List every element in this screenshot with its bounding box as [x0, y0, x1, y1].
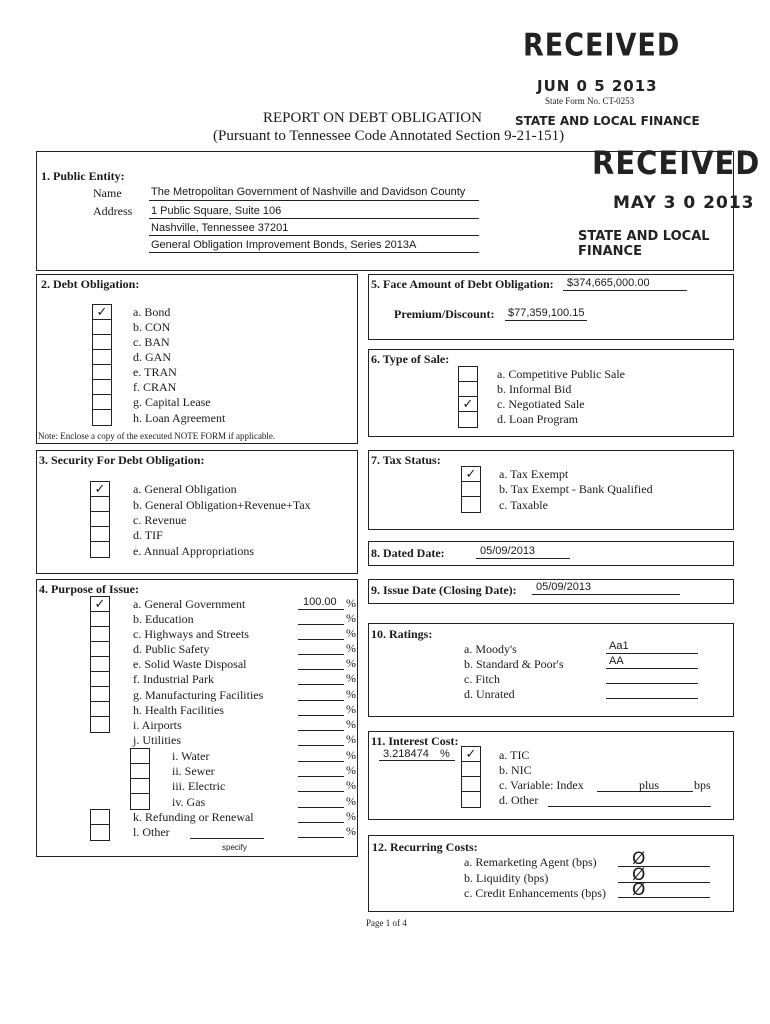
checkbox-sewer[interactable] [131, 764, 149, 779]
recurring-item-a: a. Remarketing Agent (bps) [464, 855, 597, 869]
rating-value-sp: AA [609, 655, 624, 667]
state-local-stamp-right: STATE AND LOCAL FINANCE [578, 229, 710, 259]
section-7-heading: 7. Tax Status: [371, 453, 441, 467]
checkbox-loan-agreement[interactable] [93, 410, 111, 425]
debt-item-tran: e. TRAN [133, 365, 177, 379]
checkbox-industrial-park[interactable] [91, 672, 109, 687]
checkbox-public-safety[interactable] [91, 642, 109, 657]
general-government-percent: 100.00 [303, 596, 337, 608]
percent-input-line[interactable] [298, 745, 344, 746]
address-label: Address [93, 204, 133, 218]
purpose-item-b: b. Education [133, 612, 194, 626]
purpose-item-d: d. Public Safety [133, 642, 210, 656]
premium-underline [505, 320, 587, 321]
percent-sign: % [346, 641, 356, 655]
checkbox-nic[interactable] [462, 762, 480, 777]
bps-label: bps [694, 778, 711, 792]
percent-sign: % [346, 748, 356, 762]
percent-input-line[interactable] [298, 684, 344, 685]
checkbox-variable[interactable] [462, 777, 480, 792]
section-5-heading: 5. Face Amount of Debt Obligation: [371, 277, 554, 291]
checkbox-general-government[interactable]: ✓ [91, 597, 109, 612]
checkbox-annual-appropriations[interactable] [91, 542, 109, 557]
utility-electric: iii. Electric [172, 779, 226, 793]
debt-item-loan-agreement: h. Loan Agreement [133, 411, 226, 425]
face-amount-underline [563, 290, 687, 291]
interest-item-tic: a. TIC [499, 748, 530, 762]
security-item-c: c. Revenue [133, 513, 187, 527]
utility-gas: iv. Gas [172, 795, 206, 809]
other-interest-line [548, 806, 711, 807]
purpose-item-h: h. Health Facilities [133, 703, 224, 717]
recurring-underline-c [618, 897, 710, 898]
percent-sign: % [346, 778, 356, 792]
form-number: State Form No. CT-0253 [545, 96, 635, 106]
checkbox-gas[interactable] [131, 794, 149, 809]
purpose-item-e: e. Solid Waste Disposal [133, 657, 247, 671]
percent-sign: % [346, 671, 356, 685]
interest-item-variable: c. Variable: Index [499, 778, 584, 792]
percent-input-line[interactable] [298, 837, 344, 838]
report-subtitle: (Pursuant to Tennessee Code Annotated Section 9-21-151) [213, 128, 565, 144]
checkbox-other-purpose[interactable] [91, 825, 109, 840]
checkbox-tif[interactable] [91, 527, 109, 542]
rating-item-sp: b. Standard & Poor's [464, 657, 564, 671]
received-date-top: JUN 0 5 2013 [537, 77, 658, 95]
interest-item-other: d. Other [499, 793, 539, 807]
percent-input-line[interactable] [298, 776, 344, 777]
purpose-item-c: c. Highways and Streets [133, 627, 249, 641]
sale-item-b: b. Informal Bid [497, 382, 572, 396]
specify-label: specify [222, 843, 247, 852]
rating-underline-moodys [606, 653, 698, 654]
rating-value-moodys: Aa1 [609, 640, 629, 652]
percent-input-line[interactable] [298, 624, 344, 625]
security-item-b: b. General Obligation+Revenue+Tax [133, 498, 311, 512]
face-amount-value: $374,665,000.00 [567, 277, 650, 289]
checkbox-airports[interactable] [91, 717, 109, 732]
purpose-item-a: a. General Government [133, 597, 246, 611]
rating-item-fitch: c. Fitch [464, 672, 500, 686]
interest-checkboxes [461, 746, 481, 808]
recurring-item-c: c. Credit Enhancements (bps) [464, 886, 606, 900]
percent-sign: % [346, 656, 356, 670]
checkbox-bank-qualified[interactable] [462, 482, 480, 497]
percent-sign: % [346, 687, 356, 701]
checkbox-competitive[interactable] [459, 367, 477, 382]
rating-item-unrated: d. Unrated [464, 687, 515, 701]
variable-plus-line [637, 791, 693, 792]
checkbox-loan-program[interactable] [459, 412, 477, 427]
checkbox-cran[interactable] [93, 380, 111, 395]
debt-item-cran: f. CRAN [133, 380, 177, 394]
address-underline-1 [149, 218, 479, 219]
percent-sign: % [346, 702, 356, 716]
name-label: Name [93, 186, 122, 200]
debt-item-capital-lease: g. Capital Lease [133, 395, 211, 409]
checkbox-solid-waste[interactable] [91, 657, 109, 672]
entity-address-2: Nashville, Tennessee 37201 [151, 222, 289, 234]
section-4-heading: 4. Purpose of Issue: [39, 582, 140, 596]
premium-discount-value: $77,359,100.15 [508, 307, 585, 319]
debt-item-ban: c. BAN [133, 335, 170, 349]
percent-input-line[interactable] [298, 791, 344, 792]
bond-underline [149, 252, 479, 253]
percent-sign: % [346, 732, 356, 746]
percent-sign: % [346, 809, 356, 823]
section-6-heading: 6. Type of Sale: [371, 352, 450, 366]
checkbox-electric[interactable] [131, 779, 149, 794]
issue-date-value: 05/09/2013 [536, 581, 592, 593]
checkbox-refunding[interactable] [91, 810, 109, 825]
percent-sign: % [346, 824, 356, 838]
percent-input-line[interactable] [298, 822, 344, 823]
checkbox-water[interactable] [131, 749, 149, 764]
debt-item-con: b. CON [133, 320, 171, 334]
security-checkboxes [90, 481, 110, 558]
debt-item-gan: d. GAN [133, 350, 171, 364]
checkbox-health[interactable] [91, 702, 109, 717]
name-underline [149, 200, 479, 201]
purpose-item-j: j. Utilities [133, 733, 181, 747]
premium-discount-label: Premium/Discount: [394, 307, 495, 321]
purpose-item-g: g. Manufacturing Facilities [133, 688, 264, 702]
debt-obligation-checkboxes [92, 304, 112, 426]
note-form-text: Note: Enclose a copy of the executed NOTE FORM if applicable. [38, 431, 276, 441]
recurring-value-a: Ø [632, 849, 646, 869]
bond-name: General Obligation Improvement Bonds, Series 2013A [151, 239, 417, 251]
tax-item-c: c. Taxable [499, 498, 548, 512]
checkbox-highways[interactable] [91, 627, 109, 642]
tax-checkboxes [461, 466, 481, 513]
received-date-right: MAY 3 0 2013 [613, 193, 755, 213]
checkbox-general-obligation[interactable]: ✓ [91, 482, 109, 497]
sale-checkboxes [458, 366, 478, 428]
percent-input-line[interactable] [298, 669, 344, 670]
checkbox-capital-lease[interactable] [93, 395, 111, 410]
interest-cost-percent: % [440, 748, 450, 760]
percent-input-line[interactable] [298, 807, 344, 808]
interest-cost-value: 3.218474 [383, 748, 429, 760]
tax-item-b: b. Tax Exempt - Bank Qualified [499, 482, 653, 496]
percent-sign: % [346, 611, 356, 625]
checkbox-ban[interactable] [93, 335, 111, 350]
section-12-heading: 12. Recurring Costs: [372, 840, 478, 854]
percent-input-line[interactable] [298, 609, 344, 610]
report-title: REPORT ON DEBT OBLIGATION [263, 110, 482, 126]
utility-sewer: ii. Sewer [172, 764, 215, 778]
percent-input-line[interactable] [298, 639, 344, 640]
checkbox-other-interest[interactable] [462, 792, 480, 807]
recurring-item-b: b. Liquidity (bps) [464, 871, 549, 885]
purpose-item-l: l. Other [133, 825, 170, 839]
checkbox-go-revenue-tax[interactable] [91, 497, 109, 512]
purpose-item-f: f. Industrial Park [133, 672, 214, 686]
rating-item-moodys: a. Moody's [464, 642, 517, 656]
checkbox-education[interactable] [91, 612, 109, 627]
checkbox-tic[interactable]: ✓ [462, 747, 480, 762]
sale-item-a: a. Competitive Public Sale [497, 367, 625, 381]
other-specify-line [190, 838, 264, 839]
plus-label: plus [639, 778, 660, 792]
percent-input-line[interactable] [298, 654, 344, 655]
section-3-heading: 3. Security For Debt Obligation: [39, 453, 205, 467]
percent-sign: % [346, 626, 356, 640]
purpose-checkboxes [90, 596, 110, 733]
utility-water: i. Water [172, 749, 210, 763]
page-number: Page 1 of 4 [366, 918, 407, 928]
refunding-checkboxes [90, 809, 110, 841]
purpose-item-k: k. Refunding or Renewal [133, 810, 254, 824]
percent-input-line[interactable] [298, 700, 344, 701]
section-8-heading: 8. Dated Date: [371, 546, 445, 560]
checkbox-informal[interactable] [459, 382, 477, 397]
entity-address-1: 1 Public Square, Suite 106 [151, 205, 282, 217]
sale-item-c: c. Negotiated Sale [497, 397, 585, 411]
section-1-heading: 1. Public Entity: [41, 169, 125, 183]
tax-item-a: a. Tax Exempt [499, 467, 569, 481]
section-10-heading: 10. Ratings: [371, 627, 433, 641]
utilities-checkboxes [130, 748, 150, 810]
variable-index-line [597, 791, 637, 792]
security-item-d: d. TIF [133, 528, 163, 542]
percent-input-line[interactable] [298, 730, 344, 731]
percent-input-line[interactable] [298, 761, 344, 762]
percent-sign: % [346, 763, 356, 777]
purpose-item-i: i. Airports [133, 718, 182, 732]
recurring-value-b: Ø [632, 865, 646, 885]
percent-sign: % [346, 717, 356, 731]
rating-underline-unrated [606, 698, 698, 699]
state-local-stamp-top: STATE AND LOCAL FINANCE [515, 114, 700, 128]
interest-cost-underline [379, 760, 455, 761]
interest-item-nic: b. NIC [499, 763, 532, 777]
recurring-value-c: Ø [632, 880, 646, 900]
checkbox-gan[interactable] [93, 350, 111, 365]
checkbox-revenue[interactable] [91, 512, 109, 527]
sale-item-d: d. Loan Program [497, 412, 578, 426]
checkbox-con[interactable] [93, 320, 111, 335]
checkbox-bond[interactable]: ✓ [93, 305, 111, 320]
percent-sign: % [346, 596, 356, 610]
checkbox-tax-exempt[interactable]: ✓ [462, 467, 480, 482]
checkbox-manufacturing[interactable] [91, 687, 109, 702]
checkbox-tran[interactable] [93, 365, 111, 380]
section-2-heading: 2. Debt Obligation: [41, 277, 140, 291]
received-stamp-right: RECEIVED [592, 144, 761, 182]
entity-name: The Metropolitan Government of Nashville and Davidson County [151, 186, 466, 198]
security-item-a: a. General Obligation [133, 482, 237, 496]
dated-date-value: 05/09/2013 [480, 545, 536, 557]
debt-item-bond: a. Bond [133, 305, 171, 319]
checkbox-taxable[interactable] [462, 497, 480, 512]
section-9-heading: 9. Issue Date (Closing Date): [371, 583, 517, 597]
rating-underline-fitch [606, 683, 698, 684]
checkbox-negotiated[interactable]: ✓ [459, 397, 477, 412]
security-item-e: e. Annual Appropriations [133, 544, 254, 558]
dated-date-underline [476, 558, 570, 559]
percent-input-line[interactable] [298, 715, 344, 716]
percent-sign: % [346, 794, 356, 808]
issue-date-underline [532, 594, 680, 595]
received-stamp-top: RECEIVED [523, 27, 681, 64]
address-underline-2 [149, 235, 479, 236]
section-11-heading: 11. Interest Cost: [371, 734, 459, 748]
rating-underline-sp [606, 668, 698, 669]
